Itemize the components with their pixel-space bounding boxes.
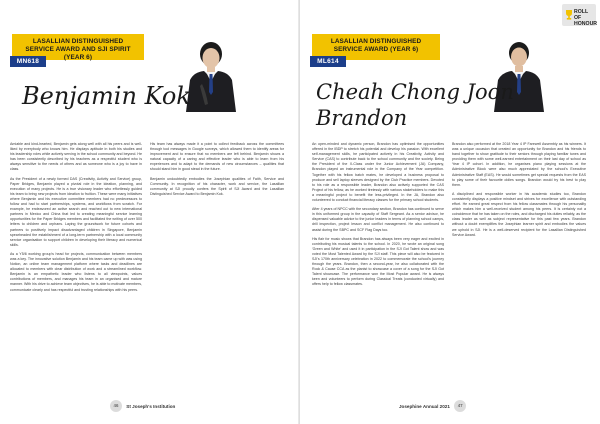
page-number: 47 xyxy=(454,400,466,412)
paragraph: Brandon also performed at the 2018 Year 4 IP Farewell Assembly as his winners. It was a unique occasion that created an opportunity for Brandon and his friends to band together to show gratitude to their seniors through playing familiar tunes and providing them with some well-earned entertainment on their last day of school as Year 4 IP cohort. In addition, he organises piano playing sessions at the Administrative Block were also much appreciated by the school's Executive Administrative Staff (EAS). He would sometimes get special requests from the EAS to play some of their favourite oldies songs. Brandon would try his best to play them. xyxy=(452,142,586,187)
award-title-line2: SERVICE AWARD AND SJI SPIRIT xyxy=(25,46,131,53)
paragraph: As the President of a newly formed DAS (Creativity, Activity and Service) group, Paper Bridges, Benjamin played a pivotal role in the ideation, planning, and execution of many projects. He is a true visionary leader who effortlessly guided his team to bring new projects from ideation to fruition. These were many initiatives where Benjamin and his executive committee members had no predecessors to follow and had to start partnerships, systems, and workflows from scratch. For example, he endeavored an active search and reached out to new international partners in Mexico and China that led to creating meaningful service learning opportunities for the Paper Bridges members and facilitated the writing of over 500 letters to children and orphans. Laying the groundwork for future cohorts and partners to positively impact disadvantaged children in Singapore, Benjamin spearheaded the establishment of a long-term partnership with a local community service organisation to support children in developing their literacy and numerical skills. xyxy=(10,176,142,247)
paragraph: His flair for music shows that Brandon has always been very eager and excited in contributing his musical talents to the school. In 2020, he wrote an original song 'Green and White' and used it in participation in the SJI Got Talent show and was voted the Most Talented Award by the SJI staff. This piece will also be featured in SJI's 170th anniversary celebration in 2022 to commemorate the school's journey through the years. Brandon, then a second-year, he also collaborated with the Rock & Cause CCA as the pianist to showcase a cover of a song for the SJI Got Talent showcase. The performance won the Most Popular award. He is always keen and volunteers to perform during Classical Treats (conducted virtually) and offers help to fellow classmates. xyxy=(312,236,444,287)
right-page xyxy=(300,0,600,424)
page-number: 46 xyxy=(110,400,122,412)
award-title-line1: LASALLIAN DISTINGUISHED xyxy=(32,38,124,45)
paragraph: Amiable and kind-hearted, Benjamin gets along well with all his peers and is well-liked by everybody who knows him. He displays aptitude in both his studies and his leadership roles while actively serving in the school community and beyond. He has been consistently described by his teachers as a respectful student who is always sensitive to the needs of others and as someone who is a joy to have in class. xyxy=(10,142,142,172)
body-column-1 xyxy=(10,142,142,398)
student-tag xyxy=(10,56,46,67)
page-footer xyxy=(110,400,178,412)
paragraph: His team has always made it a point to collect feedback across the committees through tool messages in Google surveys, which allowed them to identify areas for improvement and to ensure that no members are left behind. Benjamin shows a natural capacity of a caring and effective leader who is able to learn from his experiences and to adapt to the demands of new circumstances – qualities that should stand him in good stead in the future. xyxy=(150,142,284,172)
roll-of-honour-badge xyxy=(562,4,596,26)
paragraph: After 4 years of NPCC with the secondary section, Brandon has continued to serve in this uniformed group in the capacity of Staff Sergeant. As a senior advisor, he dispensed valuable advice to the junior leaders in terms of planning school camps, drill inspection, project lesson and conflict management. He also continued to assist during the SBPC and SCF Flag Days too. xyxy=(312,207,444,232)
student-name-line1: Cheah Chong Joon xyxy=(316,80,514,104)
paragraph: A disciplined and responsible worker in his academic studies too, Brandon consistently displays a positive mindset and strives for excellence with outstanding effort. He earned great respect from his fellow classmates through his personality which makes him a well-received student among his peers. It is certainly not a coincidence that he has taken on the roles, and discharged his duties reliably, as the class leader as well as subject representative for this past few years. Brandon without a doubt exemplifies the Josephian learner spirit and embodies the values we uphold in SJI. He is a well-deserved recipient for the Lasallian Distinguished Service Award. xyxy=(452,191,586,237)
roll-label-line2: HONOUR xyxy=(574,21,598,27)
publication-name: Josephine Annual 2021 xyxy=(399,403,450,409)
student-name: Benjamin Kok xyxy=(22,82,191,110)
body-column-1 xyxy=(312,142,444,398)
page-footer xyxy=(396,400,466,412)
student-tag-label: MN618 xyxy=(16,58,40,65)
publication-name: St Joseph's Institution xyxy=(126,403,176,409)
paragraph: Benjamin undoubtedly embodies the Josephian qualities of Faith, Service and Community. In recognition of his character, work and service, the Lasallian community at SJI proudly confers the Spirit of SJI Award and the Lasallian Distinguished Service Award to Benjamin Kok. xyxy=(150,176,284,196)
paragraph: As a Y5/6 working group's head for projects, communication between members was a key. The innovative solution Benjamin and his team came up with was using Notion, an online team management platform where tasks and deadlines are allocated to members with clear distribution of work and a streamlined workflow. Benjamin is an empathetic leader who listens to all viewpoints, values contributions of members, and manages his team in an organised and mature manner. With his drive to achieve team objectives, he is able to motivate members, communicate clearly and has respectful and trusting relationships with his peers. xyxy=(10,251,142,292)
student-tag-label: ML614 xyxy=(317,58,339,65)
roll-label-line1: ROLL OF xyxy=(574,9,589,21)
award-title-line1: LASALLIAN DISTINGUISHED xyxy=(330,38,422,45)
award-title-line3: (YEAR 6) xyxy=(63,54,93,61)
award-title-line2: SERVICE AWARD (YEAR 6) xyxy=(333,46,419,53)
paragraph: An open-minded and dynamic person, Brandon has optimised the opportunities offered in the IBDP to stretch his potential and develop his passion. With excellent self-management skills, he participated actively in his Creativity, Activity and Service (CAS) to contribute back to the school community and the society. Being the President of the X-Class under the Junior Achievement (JA) Company, Brandon played an instrumental role in the Company of the Year competition. Together with his fellow batch mates, he developed a business proposal to produce and sell laptop sleeves designed by the Club Practice members. Devoted to his role as a responsible leader, Brandon also actively supported the CAS Project of his fellow, as he worked tirelessly with various stakeholders to make this a meaningful project to benefit the less-privileged. In the JA, Brandon also volunteered to conduct financial literacy classes for the primary school students. xyxy=(312,142,444,203)
body-column-2 xyxy=(150,142,284,252)
trophy-icon xyxy=(565,10,573,20)
student-name-line2: Brandon xyxy=(316,106,408,130)
roll-of-honour-label xyxy=(574,9,596,27)
student-tag xyxy=(310,56,346,67)
body-column-2 xyxy=(452,142,586,266)
